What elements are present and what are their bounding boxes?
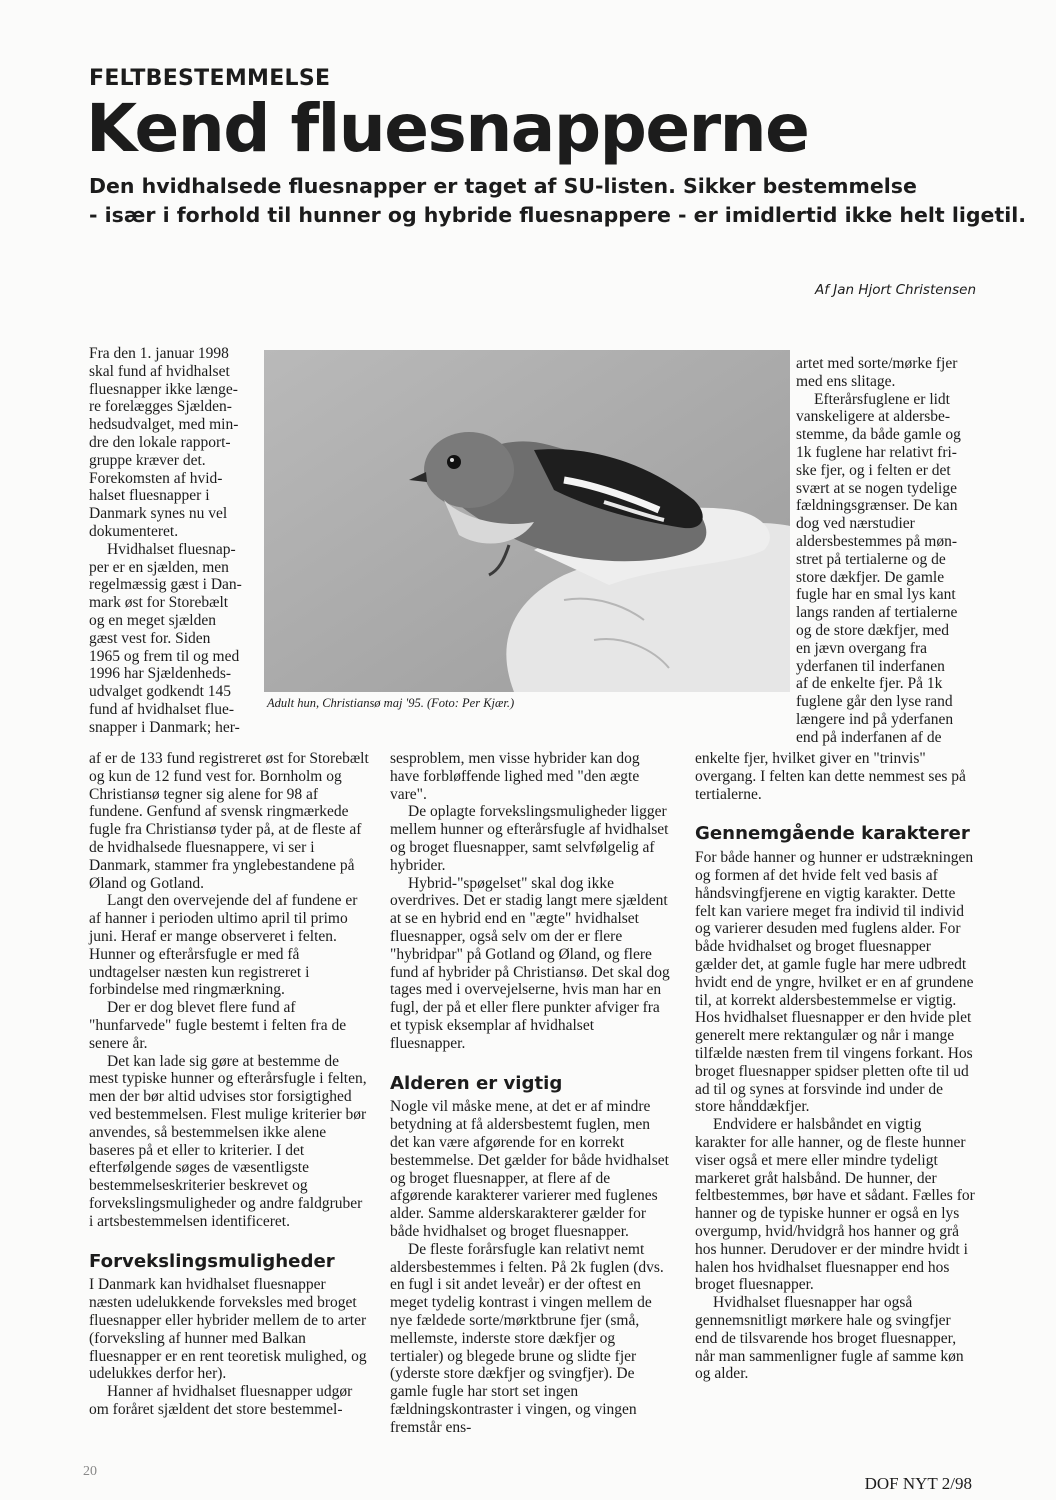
paragraph: Hybrid-"spøgelset" skal dog ikke overdrives. Det er stadig langt mere sjældent at se en hybrid end en "ægte" hvidhalset fluesnapper, også selv om der er flere "hybridpar" på Gotland og Øland, og flere fund af hybrider på Christiansø. Det skal dog tages med i overvejelserne, hvis man har en fugl, der på et eller flere punkter afviger fra et typisk eksemplar af hvidhalset fluesnapper. — [390, 874, 670, 1052]
photo-caption: Adult hun, Christiansø maj '95. (Foto: Per Kjær.) — [267, 696, 515, 710]
text-line: fugle har en smal lys kant — [796, 586, 956, 604]
headline: Kend fluesnapperne — [86, 90, 809, 167]
text-line: med ens slitage. — [796, 372, 896, 390]
text-line: 1k fuglene har relativt fri- — [796, 443, 957, 461]
text-line: skal fund af hvidhalset — [89, 362, 230, 380]
text-line: end på inderfanen af de — [796, 728, 942, 746]
text-line: 1996 har Sjældenheds- — [89, 665, 232, 683]
heading-gennemgaaende-karakterer: Gennemgående karakterer — [695, 823, 970, 845]
heading-forvekslingsmuligheder: Forvekslingsmuligheder — [89, 1250, 335, 1272]
paragraph: Hanner af hvidhalset fluesnapper udgør om foråret sjældent det store bestemmel- — [89, 1383, 353, 1418]
paragraph: Der er dog blevet flere fund af "hunfarvede" fugle bestemt i felten fra de senere år. — [89, 999, 347, 1052]
text-line: af de enkelte fjer. På 1k — [796, 675, 943, 693]
byline: Af Jan Hjort Christensen — [814, 282, 976, 298]
paragraph: Det kan lade sig gøre at bestemme de mest typiske hunner og efterårsfugle i felten, men der bør altid udvises stor forsigtighed ved bestemmelsen. Flest mulige kriterier bør anvendes, så bestemmelsen ikke alene baseres på et eller to kriterier. I det efterfølgende søges de væsentligste bestemmelseskriterier beskrevet og forvekslingsmuligheder og andre faldgruber i artsbestemmelsen identificeret. — [89, 1052, 367, 1230]
text-line: gruppe kræver det. — [89, 451, 206, 469]
deck-line: Den hvidhalsede fluesnapper er taget af SU-listen. Sikker bestemmelse — [89, 174, 917, 198]
text-line: dokumenteret. — [89, 522, 179, 540]
text-line: mark øst for Storebælt — [89, 594, 229, 612]
text-line: 1965 og frem til og med — [89, 647, 240, 665]
text-line: aldersbestemmes på møn- — [796, 532, 957, 550]
text-line: længere ind på yderfanen — [796, 710, 954, 728]
text-line: Forekomsten af hvid- — [89, 469, 223, 487]
text-line: udvalget godkendt 145 — [89, 683, 232, 701]
paragraph: sesproblem, men visse hybrider kan dog have forbløffende lighed med "den ægte vare". — [390, 750, 640, 803]
text-line: stemme, da både gamle og — [796, 426, 961, 444]
page-number: 20 — [83, 1464, 97, 1479]
paragraph: Nogle vil måske mene, at det er af mindre betydning at få aldersbestemt fuglen, men det kan være afgørende for en korrekt bestemmelse. Det gælder for både hvidhalset og broget fluesnapper, at flere af de afgørende karakterer varierer med fuglenes alder. Samme alderskarakterer gælder for både hvidhalset og broget fluesnapper. — [390, 1098, 669, 1240]
paragraph: af er de 133 fund registreret øst for Storebælt og kun de 12 fund vest for. Bornholm og Christiansø tegner sig alene for 98 af fundene. Genfund af svensk ringmærkede fugle fra Christiansø tyder på, at de fleste af de hvidhalsede fluesnappere, vi ser i Danmark, stammer fra ynglebestandene på Øland og Gotland. — [89, 750, 369, 892]
deck — [89, 172, 1027, 230]
text-line: fluesnapper ikke længe- — [89, 380, 238, 398]
text-line: regelmæssig gæst i Dan- — [89, 576, 242, 594]
text-line: og en meget sjælden — [89, 611, 216, 629]
bird-head — [424, 432, 514, 508]
text-line: og de store dækfjer, med — [796, 621, 950, 639]
text-line: fuglene går den lyse rand — [796, 693, 953, 711]
text-line: artet med sorte/mørke fjer — [796, 355, 958, 372]
paragraph: De oplagte forvekslingsmuligheder ligger mellem hunner og efterårsfugle af hvidhalset og broget fluesnapper, samt selvfølgelig af hybrider. — [390, 803, 669, 874]
text-line: yderfanen til inderfanen — [796, 657, 945, 675]
text-line: store dækfjer. De gamle — [796, 568, 945, 586]
paragraph: Endvidere er halsbåndet en vigtig karakter for alle hanner, og de fleste hunner viser også et mere eller mindre tydeligt markeret gråt halsbånd. De hunner, der feltbestemmes, bør have et sådant. Fælles for hanner og de typiske hunner er også en lys overgump, hvid/hvidgrå hos hanner og grå hos hunner. Derudover er der mindre hvidt i halen hos hvidhalset fluesnapper end hos broget fluesnapper. — [695, 1116, 975, 1294]
paragraph: Langt den overvejende del af fundene er af hanner i perioden ultimo april til primo juni. Heraf er mange observeret i felten. Hunner og efterårsfugle er med få undtagelser næsten kun registreret i forbindelse med ringmærkning. — [89, 892, 358, 999]
text-line: re forelægges Sjælden- — [89, 398, 232, 416]
text-line: Efterårsfuglene er lidt — [814, 390, 950, 408]
narrow-left-column — [89, 345, 259, 737]
section-kicker: FELTBESTEMMELSE — [89, 66, 331, 91]
text-line: gæst vest for. Siden — [89, 629, 211, 647]
paragraph: For både hanner og hunner er udstrækningen og formen af det hvide felt ved basis af håndsvingfjerene en vigtig karakter. Dette felt kan variere meget fra individ til individ og varierer desuden med fuglens alder. For både hvidhalset og broget fluesnapper gælder det, at gamle fugle har mere udbredt hvidt end de yngre, hvilket er en af grundene til, at korrekt aldersbestemmelse er vigtig. Hos hvidhalset fluesnapper er den hvide plet generelt mere rektangulær og når i mange tilfælde næsten frem til vingens forkant. Hos broget fluesnapper spidser pletten ofte til ud ad til og synes at forsvinde ind under de store hånddækfjer. — [695, 849, 974, 1116]
text-line: snapper i Danmark; her- — [89, 718, 240, 736]
text-line: Danmark synes nu vel — [89, 505, 228, 523]
text-line: per er en sjælden, men — [89, 558, 229, 576]
text-line: dre den lokale rapport- — [89, 433, 231, 451]
deck-line: - især i forhold til hunner og hybride fluesnappere - er imidlertid ikke helt ligetil. — [89, 203, 1027, 227]
text-line: fældningsgrænser. De kan — [796, 497, 958, 515]
text-line: vanskeligere at aldersbe- — [796, 408, 951, 426]
bird-eye — [447, 455, 461, 469]
column-3 — [695, 750, 975, 1383]
paragraph: De fleste forårsfugle kan relativt nemt aldersbestemmes i felten. På 2k fuglen (dvs. en fugl i sit andet leveår) er der oftest en meget tydelig kontrast i vingen mellem de nye fældede sorte/mørktbrune fjer (små, mellemste, inderste store dækfjer og tertialer) og blegede brune og slidte fjer (yderste store dækfjer og svingfjer). De gamle fugle har stort set ingen fældningskontraster i vingen, og vingen fremstår ens- — [390, 1240, 664, 1436]
paragraph: Hvidhalset fluesnapper har også gennemsnitligt mørkere hale og svingfjer end de tilsvarende hos broget fluesnapper, når man sammenligner fugle af samme køn og alder. — [695, 1294, 964, 1383]
text-line: halset fluesnapper i — [89, 487, 210, 505]
paragraph: enkelte fjer, hvilket giver en "trinvis" overgang. I felten kan dette nemmest ses på tertialerne. — [695, 750, 966, 803]
text-line: ske fjer, og i felten er det — [796, 461, 951, 479]
magazine-footer: DOF NYT 2/98 — [864, 1474, 972, 1493]
paragraph: I Danmark kan hvidhalset fluesnapper næsten udelukkende forveksles med broget fluesnapper eller hybrider mellem de to arter (forveksling af hunner med Balkan fluesnapper er en rent teoretisk mulighed, og udelukkes derfor her). — [89, 1276, 367, 1383]
text-line: stret på tertialerne og de — [796, 550, 946, 568]
text-line: langs randen af tertialerne — [796, 604, 958, 622]
text-line: svært at se nogen tydelige — [796, 479, 957, 497]
narrow-right-column — [796, 355, 976, 747]
photo — [264, 350, 790, 692]
text-line: dog ved nærstudier — [796, 515, 915, 533]
column-2 — [390, 750, 670, 1436]
text-line: hedsudvalget, med min- — [89, 416, 239, 434]
text-line: fund af hvidhalset flue- — [89, 700, 235, 718]
text-line: Fra den 1. januar 1998 — [89, 345, 229, 362]
text-line: en jævn overgang fra — [796, 639, 927, 657]
column-1 — [89, 750, 369, 1419]
text-line: Hvidhalset fluesnap- — [107, 540, 236, 558]
heading-alderen-er-vigtig: Alderen er vigtig — [390, 1072, 563, 1094]
